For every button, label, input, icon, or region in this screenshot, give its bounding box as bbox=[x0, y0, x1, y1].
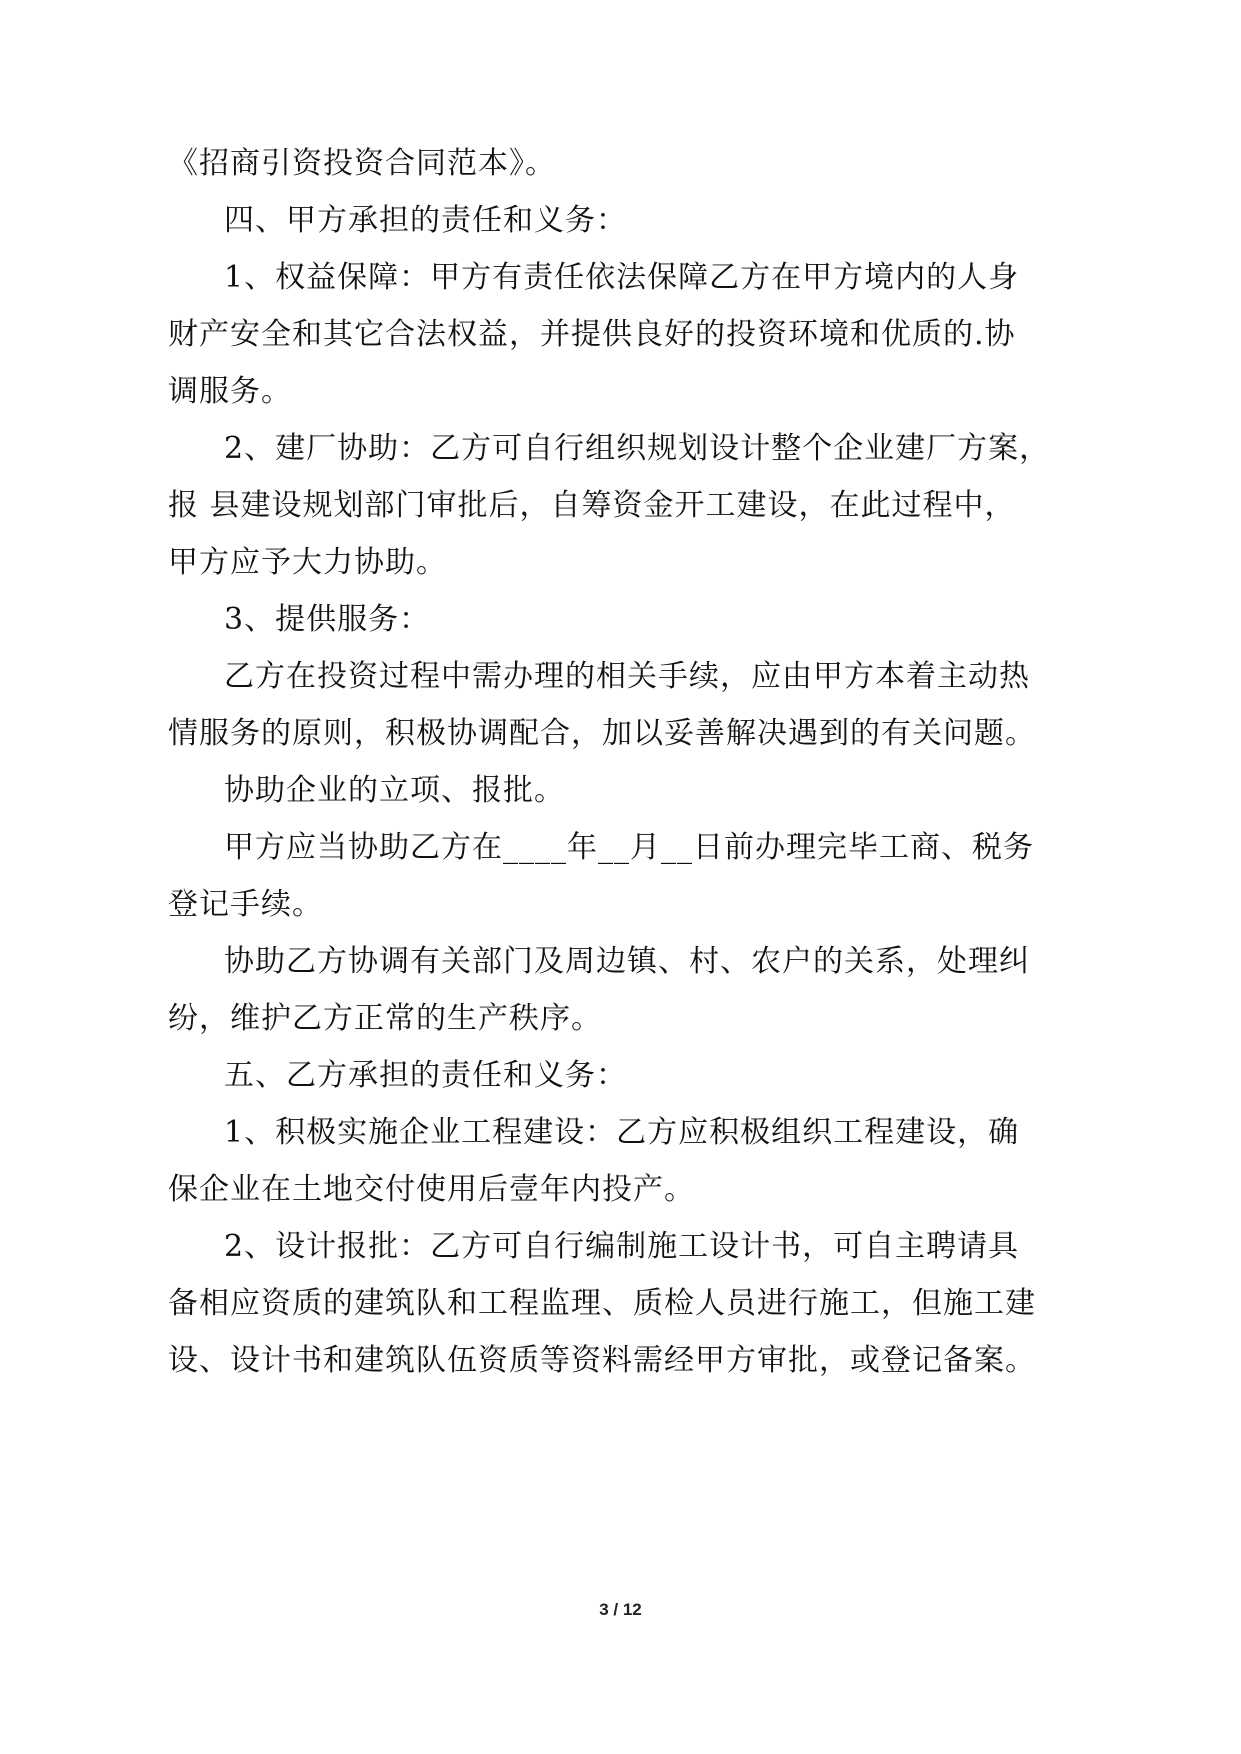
paragraph-line: 调服务。 bbox=[168, 374, 292, 409]
paragraph-line: 1、权益保障：甲方有责任依法保障乙方在甲方境内的人身 bbox=[224, 260, 1020, 295]
paragraph-line: 保企业在土地交付使用后壹年内投产。 bbox=[168, 1172, 695, 1207]
paragraph-line: 备相应资质的建筑队和工程监理、质检人员进行施工，但施工建 bbox=[168, 1286, 1036, 1321]
paragraph-line: 3、提供服务： bbox=[224, 602, 431, 637]
paragraph-line: 协助企业的立项、报批。 bbox=[224, 773, 565, 808]
paragraph-line: 2、建厂协助：乙方可自行组织规划设计整个企业建厂方案， bbox=[224, 431, 1051, 466]
paragraph-line: 2、设计报批：乙方可自行编制施工设计书，可自主聘请具 bbox=[224, 1229, 1020, 1264]
section-heading: 四、甲方承担的责任和义务： bbox=[224, 203, 627, 238]
paragraph-line: 纷，维护乙方正常的生产秩序。 bbox=[168, 1001, 602, 1036]
paragraph-line: 财产安全和其它合法权益，并提供良好的投资环境和优质的.协 bbox=[168, 317, 1016, 352]
paragraph-line: 设、设计书和建筑队伍资质等资料需经甲方审批，或登记备案。 bbox=[168, 1343, 1036, 1378]
paragraph-line: 《招商引资投资合同范本》。 bbox=[168, 146, 556, 181]
paragraph-line: 1、积极实施企业工程建设：乙方应积极组织工程建设，确 bbox=[224, 1115, 1020, 1150]
paragraph-line: 甲方应予大力协助。 bbox=[168, 545, 447, 580]
paragraph-line: 协助乙方协调有关部门及周边镇、村、农户的关系，处理纠 bbox=[224, 944, 1030, 979]
paragraph-line: 情服务的原则，积极协调配合，加以妥善解决遇到的有关问题。 bbox=[168, 716, 1036, 751]
paragraph-line: 登记手续。 bbox=[168, 887, 323, 922]
paragraph-line: 报 县建设规划部门审批后，自筹资金开工建设，在此过程中， bbox=[168, 488, 1016, 523]
section-heading: 五、乙方承担的责任和义务： bbox=[224, 1058, 627, 1093]
paragraph-line: 甲方应当协助乙方在____年__月__日前办理完毕工商、税务 bbox=[224, 830, 1034, 865]
page-number: 3 / 12 bbox=[599, 1600, 642, 1619]
paragraph-line: 乙方在投资过程中需办理的相关手续，应由甲方本着主动热 bbox=[224, 659, 1030, 694]
